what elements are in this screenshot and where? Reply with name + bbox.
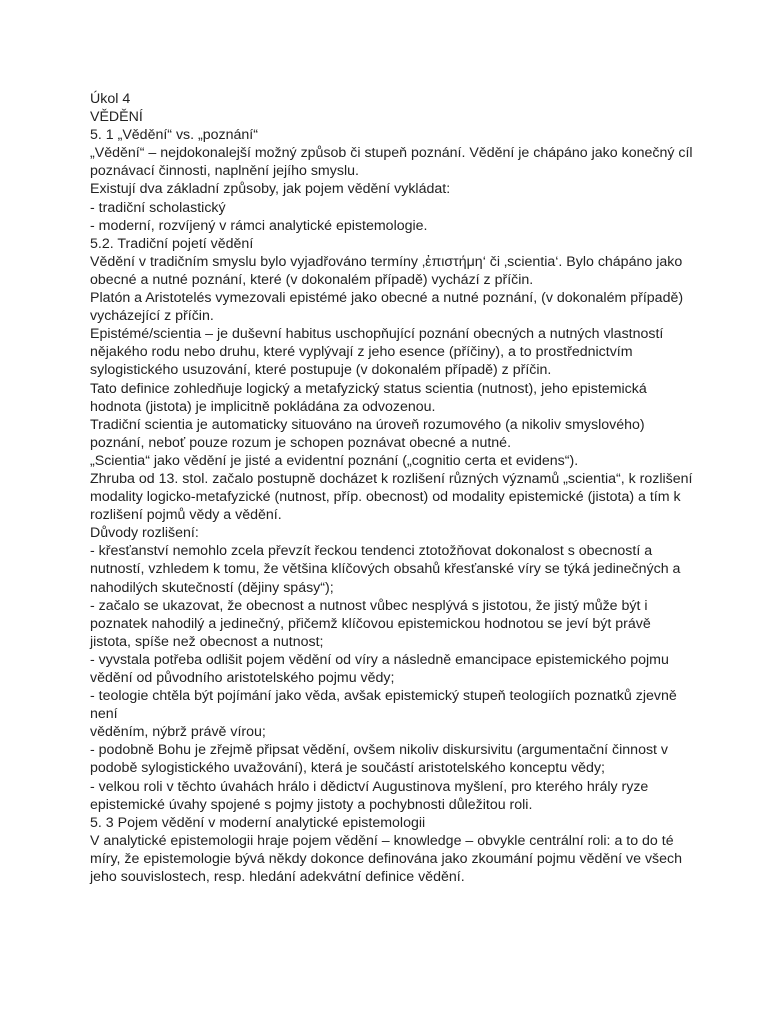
text-line: - teologie chtěla být pojímání jako věda, avšak epistemický stupeň teologiích poznatků zjevně	[90, 688, 677, 705]
text-line: vědění od původního aristotelského pojmu vědy;	[90, 670, 395, 686]
document-page	[90, 90, 693, 886]
text-line: V analytické epistemologii hraje pojem vědění – knowledge – obvykle centrální roli: a to do té	[90, 832, 674, 849]
text-line: 5. 3 Pojem vědění v moderní analytické epistemologii	[90, 814, 426, 831]
text-line: jeho souvislostech, resp. hledání adekvátní definice vědění.	[90, 869, 465, 886]
text-line: nutností, vzhledem k tomu, že většina klíčových obsahů křesťanské víry se týká jedinečných a	[90, 561, 681, 578]
text-line: Důvody rozlišení:	[90, 525, 199, 542]
text-line: - křesťanství nemohlo zcela převzít řeckou tendenci ztotožňovat dokonalost s obecností a	[90, 543, 653, 560]
text-line: epistemické úvahy spojené s pojmy jistoty a pochybnosti důležitou roli.	[90, 796, 533, 813]
text-line: modality logicko-metafyzické (nutnost, příp. obecnost) od modality epistemické (jistota) a tím k	[90, 489, 681, 506]
text-line: Tradiční scientia je automaticky situováno na úroveň rozumového (a nikoliv smyslového)	[90, 416, 645, 433]
text-line: není	[90, 706, 118, 723]
text-line: obecné a nutné poznání, které (v dokonalém případě) vychází z příčin.	[90, 271, 534, 288]
text-line: - velkou roli v těchto úvahách hrálo i dědictví Augustinova myšlení, pro kterého hrály ryze	[90, 778, 649, 795]
text-line: poznatek nahodilý a jedinečný, přičemž klíčovou epistemickou hodnotou se jeví být právě	[90, 615, 651, 632]
text-line: Existují dva základní způsoby, jak pojem vědění vykládat:	[90, 181, 451, 198]
text-line: Tato definice zohledňuje logický a metafyzický status scientia (nutnost), jeho epistemická	[90, 380, 647, 397]
text-line: - začalo se ukazovat, že obecnost a nutnost vůbec nesplývá s jistotou, že jistý může být i	[90, 597, 648, 614]
text-line: nahodilých skutečností (dějiny spásy“);	[90, 579, 334, 596]
text-line: - moderní, rozvíjený v rámci analytické epistemologie.	[90, 217, 428, 234]
text-line: VĚDĚNÍ	[90, 109, 143, 126]
text-line: věděním, nýbrž právě vírou;	[90, 724, 266, 741]
text-line: jistota, spíše než obecnost a nutnost;	[90, 633, 324, 650]
text-line: rozlišení pojmů vědy a vědění.	[90, 507, 282, 524]
text-line: Platón a Aristotelés vymezovali epistémé jako obecné a nutné poznání, (v dokonalém případě)	[90, 290, 684, 307]
text-line: 5. 1 „Vědění“ vs. „poznání“	[90, 127, 258, 144]
text-line: - tradiční scholastický	[90, 199, 226, 216]
text-line: Úkol 4	[90, 91, 131, 107]
text-line: Vědění v tradičním smyslu bylo vyjadřováno termíny ‚ἐπιστήμη‘ či ‚scientia‘. Bylo chápáno jako	[90, 253, 683, 270]
text-line: podobě sylogistického uvažování), která je součástí aristotelského konceptu vědy;	[90, 760, 605, 777]
text-line: poznání, neboť pouze rozum je schopen poznávat obecné a nutné.	[90, 434, 512, 451]
text-line: míry, že epistemologie bývá někdy dokonce definována jako zkoumání pojmu vědění ve všech	[90, 850, 683, 867]
text-line: Zhruba od 13. stol. začalo postupně docházet k rozlišení různých významů „scientia“, k rozlišení	[90, 470, 693, 487]
text-line: hodnota (jistota) je implicitně pokládána za odvozenou.	[90, 398, 436, 415]
text-line: - vyvstala potřeba odlišit pojem vědění od víry a následně emancipace epistemického pojmu	[90, 651, 669, 668]
text-line: sylogistického usuzování, které postupuje (v dokonalém případě) z příčin.	[90, 362, 552, 379]
text-line: poznávací činnosti, naplnění jejího smyslu.	[90, 163, 359, 180]
text-line: nějakého rodu nebo druhu, které vyplývají z jeho esence (příčiny), a to prostřednictvím	[90, 344, 633, 361]
text-line: „Scientia“ jako vědění je jisté a evidentní poznání („cognitio certa et evidens“).	[90, 452, 579, 469]
text-line: 5.2. Tradiční pojetí vědění	[90, 235, 254, 252]
text-line: vycházející z příčin.	[90, 308, 214, 325]
text-line: - podobně Bohu je zřejmě připsat vědění, ovšem nikoliv diskursivitu (argumentační činnost v	[90, 742, 669, 759]
text-line: Epistémé/scientia – je duševní habitus uschopňující poznání obecných a nutných vlastností	[90, 326, 664, 343]
text-line: „Vědění“ – nejdokonalejší možný způsob či stupeň poznání. Vědění je chápáno jako konečný cíl	[90, 145, 693, 162]
